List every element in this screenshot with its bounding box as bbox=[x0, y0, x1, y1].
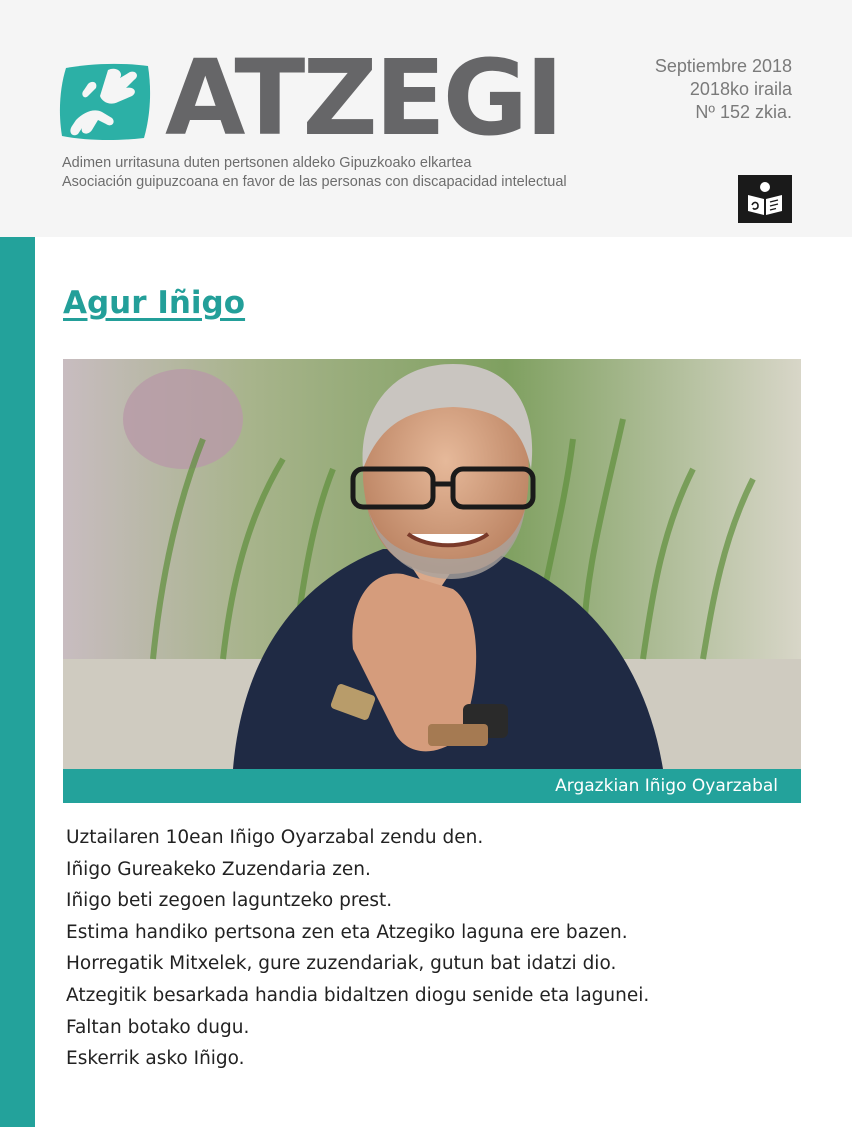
hands-logo-icon bbox=[58, 62, 152, 142]
tagline-basque: Adimen urritasuna duten pertsonen aldeko Gipuzkoako elkartea bbox=[62, 155, 472, 171]
paragraph: Uztailaren 10ean Iñigo Oyarzabal zendu den. bbox=[66, 827, 484, 848]
portrait-photo bbox=[63, 359, 801, 769]
photo-caption-bar bbox=[63, 769, 801, 803]
paragraph: Faltan botako dugu. bbox=[66, 1016, 250, 1038]
paragraph: Horregatik Mitxelek, gure zuzendariak, gutun bat idatzi dio. bbox=[66, 953, 617, 975]
tagline-spanish: Asociación guipuzcoana en favor de las personas con discapacidad intelectual bbox=[62, 174, 567, 190]
accent-side-bar bbox=[0, 237, 35, 1127]
paragraph: Eskerrik asko Iñigo. bbox=[66, 1048, 245, 1070]
article-title: Agur Iñigo bbox=[63, 285, 246, 321]
paragraph: Iñigo Gureakeko Zuzendaria zen. bbox=[66, 858, 371, 880]
issue-date-spanish: Septiembre 2018 bbox=[654, 56, 792, 76]
article-body bbox=[66, 822, 649, 1075]
logo-wordmark: ATZEGI bbox=[165, 37, 561, 159]
paragraph: Estima handiko pertsona zen eta Atzegiko laguna ere bazen. bbox=[66, 921, 628, 943]
issue-number: Nº 152 zkia. bbox=[695, 102, 792, 122]
photo-caption: Argazkian Iñigo Oyarzabal bbox=[555, 776, 778, 796]
paragraph: Atzegitik besarkada handia bidaltzen diogu senide eta lagunei. bbox=[66, 984, 650, 1006]
easy-read-book-icon bbox=[738, 175, 792, 223]
paragraph: Iñigo beti zegoen laguntzeko prest. bbox=[66, 890, 393, 912]
issue-info bbox=[655, 55, 792, 124]
header bbox=[0, 0, 852, 237]
issue-date-basque: 2018ko iraila bbox=[689, 79, 792, 99]
